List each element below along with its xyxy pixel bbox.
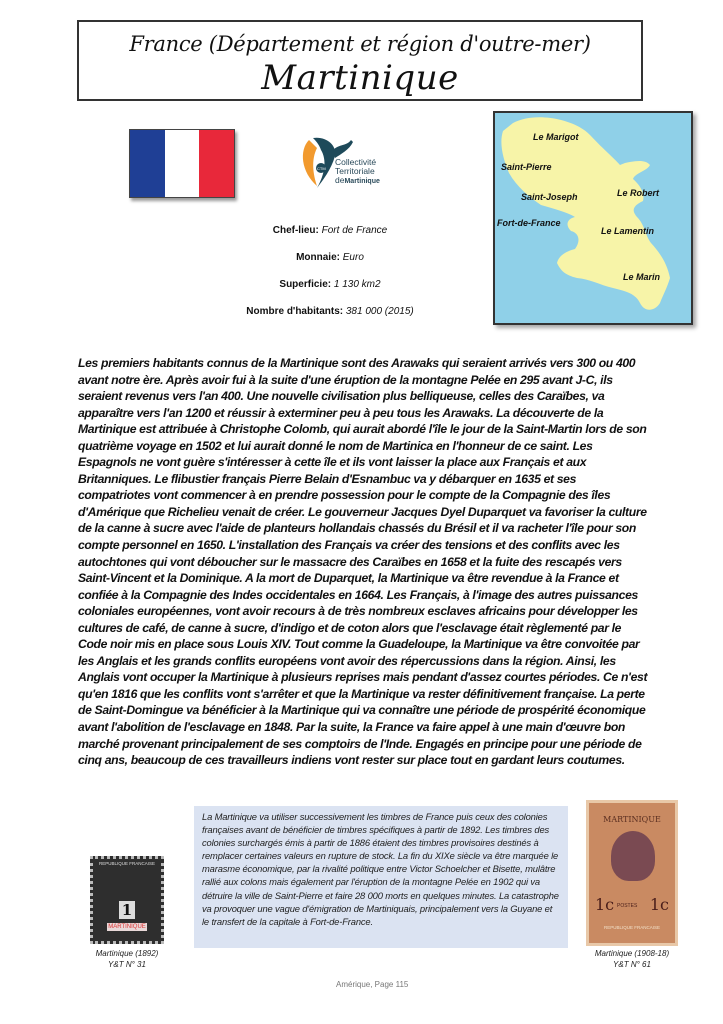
ctm-logo [295,130,393,194]
stamp-caption-ref: Y&T N° 31 [108,960,146,969]
map-label-saint-pierre: Saint-Pierre [501,162,552,172]
map-label-le-robert: Le Robert [617,188,660,198]
logo-badge: CTM [317,166,326,171]
info-habitants [180,306,480,317]
logo-text [335,158,380,186]
stamp-1908-value-left: 1c [595,895,615,914]
stamp-1908 [586,800,678,946]
stamp-caption-ref: Y&T N° 61 [613,960,651,969]
page-subtitle: France (Département et région d'outre-mer) [129,32,591,56]
map-label-le-marin: Le Marin [623,272,661,282]
stamp-caption-title: Martinique (1908-18) [594,949,670,958]
stamp-1892-top-text: REPUBLIQUE FRANCAISE [98,861,155,866]
stamps-info-box [194,806,568,948]
stamp-1908-value-right: 1c [649,895,669,914]
info-label: Superficie: [279,279,332,290]
flag-white-stripe [165,130,200,197]
flag-red-stripe [199,130,234,197]
info-value: 381 000 (2015) [345,306,414,317]
france-flag [129,129,235,198]
stamp-caption-title: Martinique (1892) [95,949,159,958]
history-paragraph: Les premiers habitants connus de la Martinique sont des Arawaks qui seraient arrivés vers 300 ou 400 avant notre ère. Après avoir fui à la suite d'une éruption de la montagne Pelée en 295 avant J-C, ils seraient revenus vers l'an 400. Une nouvelle civilisation plus belliqueuse, celles des Caraïbes, va apparaître vers l'an 1200 et réussir à exterminer peu à peu tous les Arawaks. La découverte de la Martinique est attribuée à Christophe Colomb, qui aurait abordé l'île le jour de la Saint-Martin lors de son quatrième voyage en 1502 et lui aurait donné le nom de Martinica en l'honneur de ce saint. Les Espagnols ne vont guère s'intéresser à cette île et ils vont laisser la place aux Français et aux Britanniques. Le flibustier français Pierre Belain d'Esnambuc va y débarquer en 1635 et ses compatriotes vont commencer à en prendre possession pour le compte de la Compagnie des îles d'Amérique que Richelieu venait de créer. Le gouverneur Jacques Dyel Duparquet va favoriser la culture de la canne à sucre avec l'aide de planteurs hollandais chassés du Brésil et il va racheter l'île pour son compte personnel en 1650. L'installation des Français va créer des tensions et des conflits avec les autochtones qui vont déboucher sur le massacre des Caraïbes en 1658 et la fuite des rescapés vers Saint-Vincent et la Dominique. A la mort de Duparquet, la Martinique va être revendue à la France et confiée à la Compagnie des Indes occidentales en 1664. Les Français, à l'image des autres puissances coloniales européennes, vont avoir recours à de très nombreux esclaves africains pour développer les cultures de café, de canne à sucre, d'indigo et de coton alors que l'esclavage était règlementé par le Code noir mis en place sous Louis XIV. Tout comme la Guadeloupe, la Martinique va être convoitée par les Anglais et les grands conflits européens vont avoir des répercussions dans la région. Ainsi, les Anglais vont occuper la Martinique à plusieurs reprises mais pendant d'assez courtes périodes. Ce n'est qu'en 1816 que les conflits vont s'arrêter et que la Martinique va rester définitivement française. La perte de Saint-Domingue va bénéficier à la Martinique qui va connaître une période de prospérité économique avant l'abolition de l'esclavage en 1848. Par la suite, la France va faire appel à une main d'œuvre bon marché provenant principalement de ses comptoirs de l'Inde. Engagés en principe pour une période de cinq ans, beaucoup de ces travailleurs indiens vont rester sur place tout en gardant leurs coutumes. [78,356,648,768]
title-box [77,20,643,101]
stamp-portrait-icon [611,831,655,881]
stamp-1892-name: MARTINIQUE [108,924,146,930]
stamp-1892 [90,856,164,944]
info-chef-lieu [180,225,480,236]
stamp-1892-value: 1 [119,901,135,919]
flag-blue-stripe [130,130,165,197]
stamp-1908-top-text: MARTINIQUE [603,815,661,824]
logo-line-3: deMartinique [335,175,380,185]
logo-line-1: Collectivité [335,157,377,167]
info-label: Nombre d'habitants: [246,306,344,317]
logo-line-2: Territoriale [335,166,375,176]
stamp-1908-mid-text: POSTES [617,903,638,909]
stamp-1908-caption [582,948,682,970]
map-label-le-marigot: Le Marigot [533,132,579,142]
martinique-map [493,111,693,325]
stamp-1908-bottom-text: REPUBLIQUE FRANCAISE [603,925,660,930]
page-title: Martinique [261,58,459,98]
stamp-1892-caption [82,948,172,970]
info-value: Fort de France [321,225,388,236]
info-value: Euro [342,252,364,263]
info-label: Monnaie: [296,252,340,263]
info-monnaie [180,252,480,263]
map-label-le-lamentin: Le Lamentin [601,226,655,236]
info-label: Chef-lieu: [272,225,319,236]
stamps-info-text: La Martinique va utiliser successivement les timbres de France puis ceux des colonies françaises avant de bénéficier de timbres spécifiques à partir de 1892. Les timbres des colonies surchargés émis à partir de 1886 étaient des timbres provisoires destinés à remplacer certaines valeurs en rupture de stock. La fin du XIXe siècle va être marquée le marasme économique, par la rivalité politique entre Victor Schoelcher et Bisette, mulâtre rallié aux colons mais également par l'éruption de la montagne Pelée en 1902 qui va détruire la ville de Saint-Pierre et faire 28 000 morts en quelques minutes. La catastrophe va provoquer une vague d'émigration de Martiniquais, principalement vers la Guyane et le transfert de la capitale à Fort-de-France. [202,811,559,927]
map-label-saint-joseph: Saint-Joseph [521,192,578,202]
info-superficie [180,279,480,290]
info-value: 1 130 km2 [333,279,381,290]
page-footer: Amérique, Page 115 [336,980,409,989]
map-label-fort-de-france: Fort-de-France [497,218,561,228]
